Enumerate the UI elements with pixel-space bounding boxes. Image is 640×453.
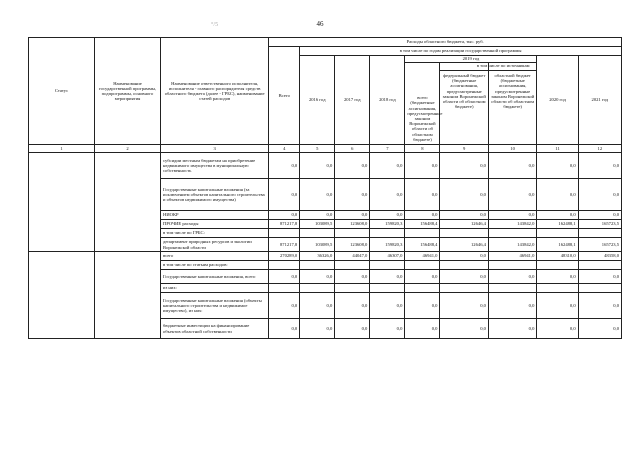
- value-cell: [370, 261, 405, 270]
- col-number: 9: [440, 145, 488, 153]
- value-cell: 0,0: [488, 153, 536, 179]
- value-cell: [488, 261, 536, 270]
- col-number: 7: [370, 145, 405, 153]
- value-cell: [537, 261, 578, 270]
- value-cell: 0,0: [578, 211, 621, 220]
- value-cell: 48358,0: [578, 252, 621, 261]
- value-cell: 0,0: [269, 153, 300, 179]
- value-cell: 0,0: [488, 319, 536, 339]
- value-cell: 0,0: [370, 319, 405, 339]
- value-cell: 0,0: [405, 270, 440, 284]
- value-cell: 0,0: [578, 270, 621, 284]
- header-2019: 2019 год: [405, 56, 537, 63]
- value-cell: [335, 261, 370, 270]
- value-cell: [300, 284, 335, 293]
- value-cell: 0,0: [537, 153, 578, 179]
- header-2020: 2020 год: [537, 56, 578, 145]
- value-cell: [405, 261, 440, 270]
- value-cell: [578, 229, 621, 238]
- row-label: субсидии местным бюджетам на приобретение недвижимого имущества в муниципальную собственность: [161, 153, 269, 179]
- value-cell: 0,0: [440, 293, 488, 319]
- value-cell: 123608,0: [335, 220, 370, 229]
- value-cell: [488, 229, 536, 238]
- row-label: всего: [161, 252, 269, 261]
- header-2019-total: всего (бюджетные ассигнования, предусмотренные законом Воронежской области об областном бюджете): [405, 63, 440, 145]
- program-cell: [95, 252, 161, 339]
- col-number: 2: [95, 145, 161, 153]
- value-cell: 0,0: [269, 293, 300, 319]
- value-cell: 36326,0: [300, 252, 335, 261]
- value-cell: 0,0: [370, 179, 405, 211]
- value-cell: [488, 284, 536, 293]
- value-cell: 165723,5: [578, 220, 621, 229]
- row-label: из них:: [161, 284, 269, 293]
- header-by-years: в том числе по годам реализации государственной программы: [300, 47, 622, 56]
- page-number: 46: [316, 20, 324, 28]
- value-cell: 0,0: [440, 319, 488, 339]
- value-cell: 0,0: [300, 319, 335, 339]
- row-label: департамент природных ресурсов и экологии Воронежской области: [161, 238, 269, 252]
- value-cell: 156488,4: [405, 238, 440, 252]
- col-number: 3: [161, 145, 269, 153]
- header-program-name: Наименование государственной программы, подпрограммы, основного мероприятия: [95, 38, 161, 145]
- value-cell: 0,0: [537, 319, 578, 339]
- header-total: Всего: [269, 47, 300, 145]
- value-cell: [300, 261, 335, 270]
- program-cell: [95, 153, 161, 252]
- value-cell: [578, 261, 621, 270]
- value-cell: [335, 229, 370, 238]
- value-cell: [405, 284, 440, 293]
- value-cell: 0,0: [335, 153, 370, 179]
- row-label: Государственные капитальные вложения (объекты капитального строительства и недвижимое имущество), из них:: [161, 293, 269, 319]
- value-cell: 0,0: [537, 179, 578, 211]
- value-cell: [370, 284, 405, 293]
- value-cell: 0,0: [269, 319, 300, 339]
- header-status: Статус: [29, 38, 95, 145]
- header-2021: 2021 год: [578, 56, 621, 145]
- value-cell: 0,0: [300, 211, 335, 220]
- value-cell: 0,0: [440, 252, 488, 261]
- value-cell: 0,0: [488, 179, 536, 211]
- value-cell: [335, 284, 370, 293]
- value-cell: [537, 229, 578, 238]
- value-cell: 143842,0: [488, 238, 536, 252]
- value-cell: 0,0: [370, 153, 405, 179]
- value-cell: 0,0: [537, 293, 578, 319]
- value-cell: 162488,1: [537, 220, 578, 229]
- value-cell: 44047,0: [335, 252, 370, 261]
- header-2017: 2017 год: [335, 56, 370, 145]
- value-cell: 0,0: [578, 153, 621, 179]
- value-cell: [578, 284, 621, 293]
- value-cell: 0,0: [537, 211, 578, 220]
- value-cell: 871217,8: [269, 238, 300, 252]
- header-2019-regional: областной бюджет (бюджетные ассигнования, предусмотренные законом Воронежской области об областном бюджете): [488, 63, 536, 145]
- value-cell: 156488,4: [405, 220, 440, 229]
- header-2016: 2016 год: [300, 56, 335, 145]
- value-cell: 0,0: [405, 319, 440, 339]
- value-cell: 0,0: [440, 270, 488, 284]
- status-cell: [29, 252, 95, 339]
- header-by-sources: в том числе по источникам: [440, 63, 535, 71]
- header-expenses-title: Расходы областного бюджета, тыс. руб.: [269, 38, 622, 47]
- col-number: 5: [300, 145, 335, 153]
- value-cell: 0,0: [440, 153, 488, 179]
- col-number: 10: [488, 145, 536, 153]
- col-number: 4: [269, 145, 300, 153]
- value-cell: 48310,0: [537, 252, 578, 261]
- value-cell: 0,0: [488, 211, 536, 220]
- row-label: Государственные капитальные вложения (за исключением объектов капитального строительства и объектов недвижимого имущества): [161, 179, 269, 211]
- budget-table: [28, 37, 622, 339]
- table-row: [29, 252, 622, 261]
- value-cell: 46307,0: [370, 252, 405, 261]
- value-cell: 0,0: [440, 179, 488, 211]
- page-mark: °/5: [211, 22, 219, 28]
- value-cell: 12646,4: [440, 238, 488, 252]
- value-cell: 165723,5: [578, 238, 621, 252]
- value-cell: 0,0: [269, 270, 300, 284]
- value-cell: 0,0: [537, 270, 578, 284]
- value-cell: 871217,8: [269, 220, 300, 229]
- value-cell: 0,0: [578, 179, 621, 211]
- value-cell: [300, 229, 335, 238]
- status-cell: [29, 153, 95, 252]
- value-cell: 0,0: [488, 270, 536, 284]
- value-cell: 0,0: [440, 211, 488, 220]
- value-cell: 0,0: [335, 211, 370, 220]
- header-2019-federal: в том числе по источникам федеральный бюджет (бюджетные ассигнования, предусмотренные законом Воронежской области об областном бюджете): [440, 63, 488, 145]
- header-executor: Наименование ответственного исполнителя, исполнителя - главного распорядителя средств областного бюджета (далее - ГРБС), наименование статей расходов: [161, 38, 269, 145]
- value-cell: 0,0: [300, 270, 335, 284]
- value-cell: [269, 229, 300, 238]
- value-cell: 159820,3: [370, 238, 405, 252]
- row-label: ПРОЧИЕ расходы: [161, 220, 269, 229]
- value-cell: 0,0: [405, 153, 440, 179]
- value-cell: 143842,0: [488, 220, 536, 229]
- value-cell: 103089,5: [300, 220, 335, 229]
- value-cell: [440, 284, 488, 293]
- value-cell: 162488,1: [537, 238, 578, 252]
- col-number: 12: [578, 145, 621, 153]
- value-cell: 123608,0: [335, 238, 370, 252]
- value-cell: 0,0: [405, 211, 440, 220]
- value-cell: 0,0: [335, 179, 370, 211]
- value-cell: 159820,3: [370, 220, 405, 229]
- row-label: в том числе по ГРБС:: [161, 229, 269, 238]
- col-number: 1: [29, 145, 95, 153]
- value-cell: 0,0: [578, 319, 621, 339]
- value-cell: 103089,5: [300, 238, 335, 252]
- value-cell: 0,0: [269, 179, 300, 211]
- value-cell: 0,0: [370, 293, 405, 319]
- value-cell: 46941,0: [405, 252, 440, 261]
- table-row: [29, 153, 622, 179]
- value-cell: 0,0: [269, 211, 300, 220]
- row-label: бюджетные инвестиции на финансирование объектов областной собственности: [161, 319, 269, 339]
- value-cell: 0,0: [335, 293, 370, 319]
- value-cell: 0,0: [335, 319, 370, 339]
- value-cell: 0,0: [335, 270, 370, 284]
- value-cell: 0,0: [300, 153, 335, 179]
- value-cell: 12646,4: [440, 220, 488, 229]
- row-label: Государственные капитальные вложения, всего: [161, 270, 269, 284]
- value-cell: [269, 261, 300, 270]
- value-cell: 0,0: [405, 293, 440, 319]
- value-cell: [370, 229, 405, 238]
- value-cell: [440, 229, 488, 238]
- row-label: НИОКР: [161, 211, 269, 220]
- col-number: 8: [405, 145, 440, 153]
- value-cell: 0,0: [578, 293, 621, 319]
- header-2018: 2018 год: [370, 56, 405, 145]
- value-cell: 0,0: [405, 179, 440, 211]
- value-cell: [405, 229, 440, 238]
- col-number: 6: [335, 145, 370, 153]
- col-number: 11: [537, 145, 578, 153]
- value-cell: [537, 284, 578, 293]
- value-cell: 0,0: [370, 270, 405, 284]
- value-cell: [269, 284, 300, 293]
- value-cell: 270289,0: [269, 252, 300, 261]
- value-cell: 0,0: [300, 293, 335, 319]
- value-cell: 46941,0: [488, 252, 536, 261]
- value-cell: 0,0: [370, 211, 405, 220]
- value-cell: 0,0: [488, 293, 536, 319]
- value-cell: [440, 261, 488, 270]
- value-cell: 0,0: [300, 179, 335, 211]
- row-label: в том числе по статьям расходов:: [161, 261, 269, 270]
